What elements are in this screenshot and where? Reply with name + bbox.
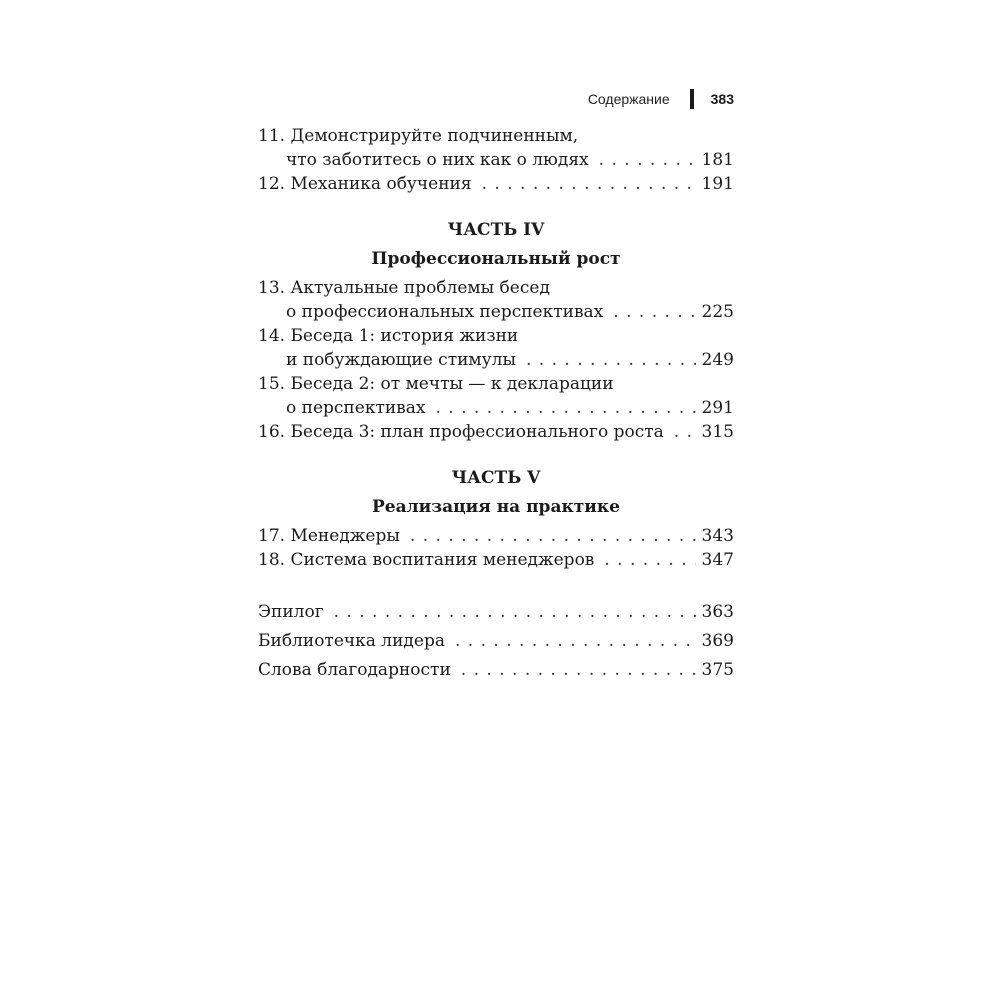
toc-entry-title: Библиотечка лидера: [258, 631, 445, 651]
toc-entry-title: 15. Беседа 2: от мечты — к декларации: [258, 374, 614, 394]
leader-dots: [604, 548, 695, 572]
toc-entry-title-cont: что заботитесь о них как о людях: [286, 150, 589, 170]
leader-dots: [526, 348, 696, 372]
toc-entry-page: 375: [701, 660, 734, 680]
toc-entry-title: 12. Механика обучения: [258, 174, 472, 194]
toc-entry-page: 343: [701, 526, 734, 546]
toc-entry-page: 191: [701, 174, 734, 194]
toc-entry-12: [258, 172, 734, 196]
toc-entry-title-cont: о перспективах: [286, 398, 426, 418]
toc-entry-title: Слова благодарности: [258, 660, 451, 680]
toc-entry-title: 17. Менеджеры: [258, 526, 400, 546]
toc-entry-title: 13. Актуальные проблемы бесед: [258, 278, 550, 298]
toc-entry-11: [258, 124, 734, 172]
toc-entry-library: [258, 629, 734, 658]
toc-entry-page: 249: [701, 350, 734, 370]
toc-entry-page: 291: [701, 398, 734, 418]
toc-entry-title-cont: и побуждающие стимулы: [286, 350, 516, 370]
toc-entry-title-cont: о профессиональных перспективах: [286, 302, 604, 322]
leader-dots: [410, 524, 696, 548]
toc-entry-title: 16. Беседа 3: план профессионального роста: [258, 422, 664, 442]
leader-dots: [435, 396, 695, 420]
part-5-title: ЧАСТЬ V: [451, 468, 541, 488]
toc-entry-title: 11. Демонстрируйте подчиненным,: [258, 126, 579, 146]
toc-entry-page: 369: [701, 631, 734, 651]
leader-dots: [613, 300, 695, 324]
toc-entry-page: 315: [701, 422, 734, 442]
header-divider-bar: [690, 89, 694, 109]
part-4-title: ЧАСТЬ IV: [447, 220, 545, 240]
leader-dots: [599, 148, 696, 172]
part-5-subtitle: Реализация на практике: [372, 497, 620, 517]
toc-entry-title: 14. Беседа 1: история жизни: [258, 326, 519, 346]
toc-entry-18: [258, 548, 734, 572]
leader-dots: [461, 658, 696, 682]
leader-dots: [482, 172, 696, 196]
toc-entry-title: 18. Система воспитания менеджеров: [258, 550, 595, 570]
table-of-contents: [258, 124, 734, 687]
running-header-section: Содержание: [587, 91, 670, 107]
toc-entry-epilogue: [258, 600, 734, 629]
toc-entry-16: [258, 420, 734, 444]
toc-entry-13: [258, 276, 734, 324]
page-number: 383: [710, 91, 734, 107]
toc-entry-page: 181: [701, 150, 734, 170]
toc-entry-page: 225: [701, 302, 734, 322]
leader-dots: [455, 629, 696, 653]
toc-entry-page: 347: [701, 550, 734, 570]
toc-entry-page: 363: [701, 602, 734, 622]
running-header: [560, 88, 734, 110]
toc-entry-title: Эпилог: [258, 602, 324, 622]
leader-dots: [674, 420, 696, 444]
leader-dots: [334, 600, 696, 624]
toc-entry-acknowledgements: [258, 658, 734, 687]
part-4-subtitle: Профессиональный рост: [371, 249, 621, 269]
toc-entry-14: [258, 324, 734, 372]
toc-entry-17: [258, 524, 734, 548]
toc-entry-15: [258, 372, 734, 420]
